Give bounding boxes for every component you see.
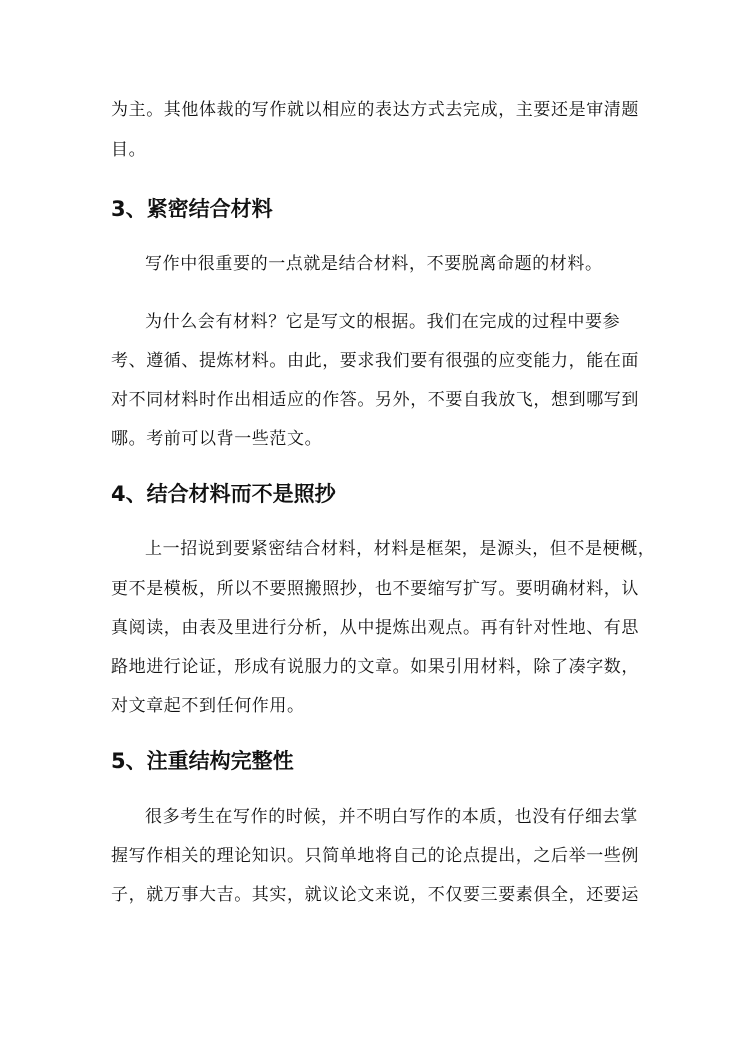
paragraph-line: 很多考生在写作的时候，并不明白写作的本质，也没有仔细去掌 (145, 807, 638, 827)
section-heading-5: 5、注重结构完整性 (111, 749, 294, 773)
paragraph-line: 更不是模板，所以不要照搬照抄，也不要缩写扩写。要明确材料，认 (111, 579, 639, 599)
section-heading-3: 3、紧密结合材料 (111, 197, 273, 221)
paragraph-line: 真阅读，由表及里进行分析，从中提炼出观点。再有针对性地、有思 (111, 618, 639, 638)
paragraph-line: 考、遵循、提炼材料。由此，要求我们要有很强的应变能力，能在面 (111, 351, 639, 371)
paragraph-line: 子，就万事大吉。其实，就议论文来说，不仅要三要素俱全，还要运 (111, 885, 639, 905)
paragraph-line: 对文章起不到任何作用。 (111, 696, 305, 716)
paragraph-line: 路地进行论证，形成有说服力的文章。如果引用材料，除了凑字数， (111, 657, 639, 677)
paragraph-line: 目。 (111, 140, 147, 160)
paragraph-line: 握写作相关的理论知识。只简单地将自己的论点提出，之后举一些例 (111, 846, 639, 866)
paragraph-line: 写作中很重要的一点就是结合材料，不要脱离命题的材料。 (145, 254, 603, 274)
paragraph-line: 对不同材料时作出相适应的作答。另外，不要自我放飞，想到哪写到 (111, 390, 639, 410)
paragraph-line: 为什么会有材料？它是写文的根据。我们在完成的过程中要参 (145, 312, 621, 332)
paragraph-line: 为主。其他体裁的写作就以相应的表达方式去完成，主要还是审清题 (111, 100, 639, 120)
paragraph-line: 上一招说到要紧密结合材料，材料是框架，是源头，但不是梗概， (145, 539, 656, 559)
paragraph-line: 哪。考前可以背一些范文。 (111, 429, 323, 449)
section-heading-4: 4、结合材料而不是照抄 (111, 482, 336, 506)
